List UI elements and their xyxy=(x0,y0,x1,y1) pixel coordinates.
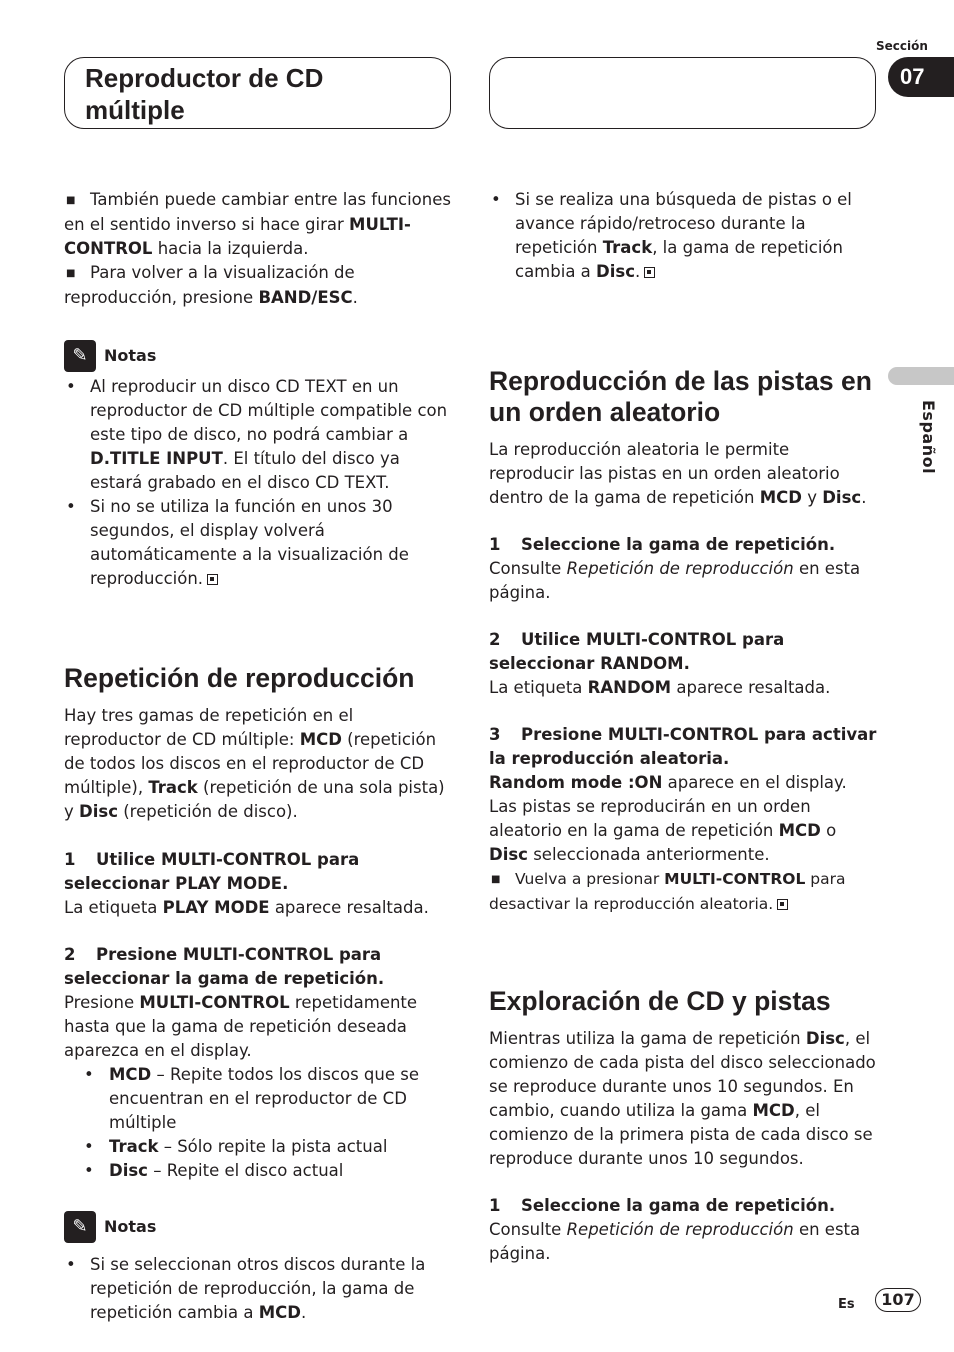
pencil-note-icon: ✎ xyxy=(64,340,96,372)
square-bullet-icon: ■ xyxy=(491,874,501,885)
end-mark-icon xyxy=(777,899,788,910)
square-bullet-icon: ■ xyxy=(66,268,76,279)
note-item: • Al reproducir un disco CD TEXT en un reproductor de CD múltiple compatible con este tipo de disco, no podrá cambiar a D.TITLE INPUT. El título del disco ya estará grabado en el disco CD TEXT. xyxy=(66,377,448,492)
section-number-badge: 07 xyxy=(888,57,954,97)
notes-header xyxy=(64,340,452,372)
random-step-2-body: La etiqueta RANDOM aparece resaltada. xyxy=(489,678,831,697)
heading-random-play: Reproducción de las pistas en un orden aleatorio xyxy=(489,366,872,427)
note-item: • Si no se utiliza la función en unos 30 segundos, el display volverá automáticamente a la visualización de reproducción. xyxy=(66,497,409,588)
note-item: • Si se realiza una búsqueda de pistas o el avance rápido/retroceso durante la repetición Track, la gama de repetición cambia a Disc. xyxy=(491,190,852,281)
random-step-2-title: 2 Utilice MULTI-CONTROL para seleccionar RANDOM. xyxy=(489,630,785,673)
pencil-note-icon: ✎ xyxy=(64,1211,96,1243)
section-title-box xyxy=(64,57,451,129)
notes-title: Notas xyxy=(104,346,157,365)
random-step-1-title: 1 Seleccione la gama de repetición. xyxy=(489,535,836,554)
intro-tip-2: ■ Para volver a la visualización de reproducción, presione BAND/ESC. xyxy=(64,263,358,307)
left-column xyxy=(64,188,452,1325)
step-1-body: La etiqueta PLAY MODE aparece resaltada. xyxy=(64,898,429,917)
step-1-title: 1 Utilice MULTI-CONTROL para seleccionar PLAY MODE. xyxy=(64,850,360,893)
repeat-option: • Track – Sólo repite la pista actual xyxy=(84,1137,388,1156)
right-column xyxy=(489,188,877,1266)
random-intro-paragraph: La reproducción aleatoria le permite reproducir las pistas en un orden aleatorio dentro de la gama de repetición MCD y Disc. xyxy=(489,440,867,507)
random-step-3-tip: ■ Vuelva a presionar MULTI-CONTROL para desactivar la reproducción aleatoria. xyxy=(489,870,846,913)
heading-repeat-play: Repetición de reproducción xyxy=(64,663,415,693)
random-step-3-title: 3 Presione MULTI-CONTROL para activar la reproducción aleatoria. xyxy=(489,725,877,768)
subsection-title-box xyxy=(489,57,876,129)
notes-title: Notas xyxy=(104,1217,157,1236)
scan-intro-paragraph: Mientras utiliza la gama de repetición Disc, el comienzo de cada pista del disco seleccionado se reproduce durante unos 10 segundos. En cambio, cuando utiliza la gama MCD, el comienzo de la primera pista de cada disco se reproduce durante unos 10 segundos. xyxy=(489,1029,876,1168)
square-bullet-icon: ■ xyxy=(66,195,76,206)
intro-tip-1: ■ También puede cambiar entre las funciones en el sentido inverso si hace girar MULTI-CONTROL hacia la izquierda. xyxy=(64,190,451,258)
random-step-1-body: Consulte Repetición de reproducción en esta página. xyxy=(489,559,861,602)
section-label: Sección xyxy=(876,39,928,53)
end-mark-icon xyxy=(207,574,218,585)
scan-step-1-body: Consulte Repetición de reproducción en esta página. xyxy=(489,1220,861,1263)
notes-header xyxy=(64,1211,452,1243)
step-2-title: 2 Presione MULTI-CONTROL para seleccionar la gama de repetición. xyxy=(64,945,385,988)
scan-step-1-title: 1 Seleccione la gama de repetición. xyxy=(489,1196,836,1215)
page-number: 107 xyxy=(875,1288,921,1312)
heading-scan: Exploración de CD y pistas xyxy=(489,986,831,1016)
repeat-intro-paragraph: Hay tres gamas de repetición en el reproductor de CD múltiple: MCD (repetición de todos los discos en el reproductor de CD múltiple), Track (repetición de una sola pista) y Disc (repetición de disco). xyxy=(64,706,445,821)
end-mark-icon xyxy=(644,267,655,278)
repeat-option: • MCD – Repite todos los discos que se encuentran en el reproductor de CD múltiple xyxy=(84,1065,420,1132)
footer-language-code: Es xyxy=(838,1297,855,1312)
language-label: Español xyxy=(919,400,938,475)
random-step-3-body: Random mode :ON aparece en el display. Las pistas se reproducirán en un orden aleatorio en la gama de repetición MCD o Disc seleccionada anteriormente. xyxy=(489,773,847,864)
repeat-option: • Disc – Repite el disco actual xyxy=(84,1161,344,1180)
step-2-body: Presione MULTI-CONTROL repetidamente hasta que la gama de repetición deseada aparezca en el display. xyxy=(64,993,418,1060)
note-item: • Si se seleccionan otros discos durante la repetición de reproducción, la gama de repetición cambia a MCD. xyxy=(66,1255,426,1322)
language-tab-marker xyxy=(888,367,954,385)
section-title: Reproductor de CD múltiple xyxy=(85,63,324,125)
